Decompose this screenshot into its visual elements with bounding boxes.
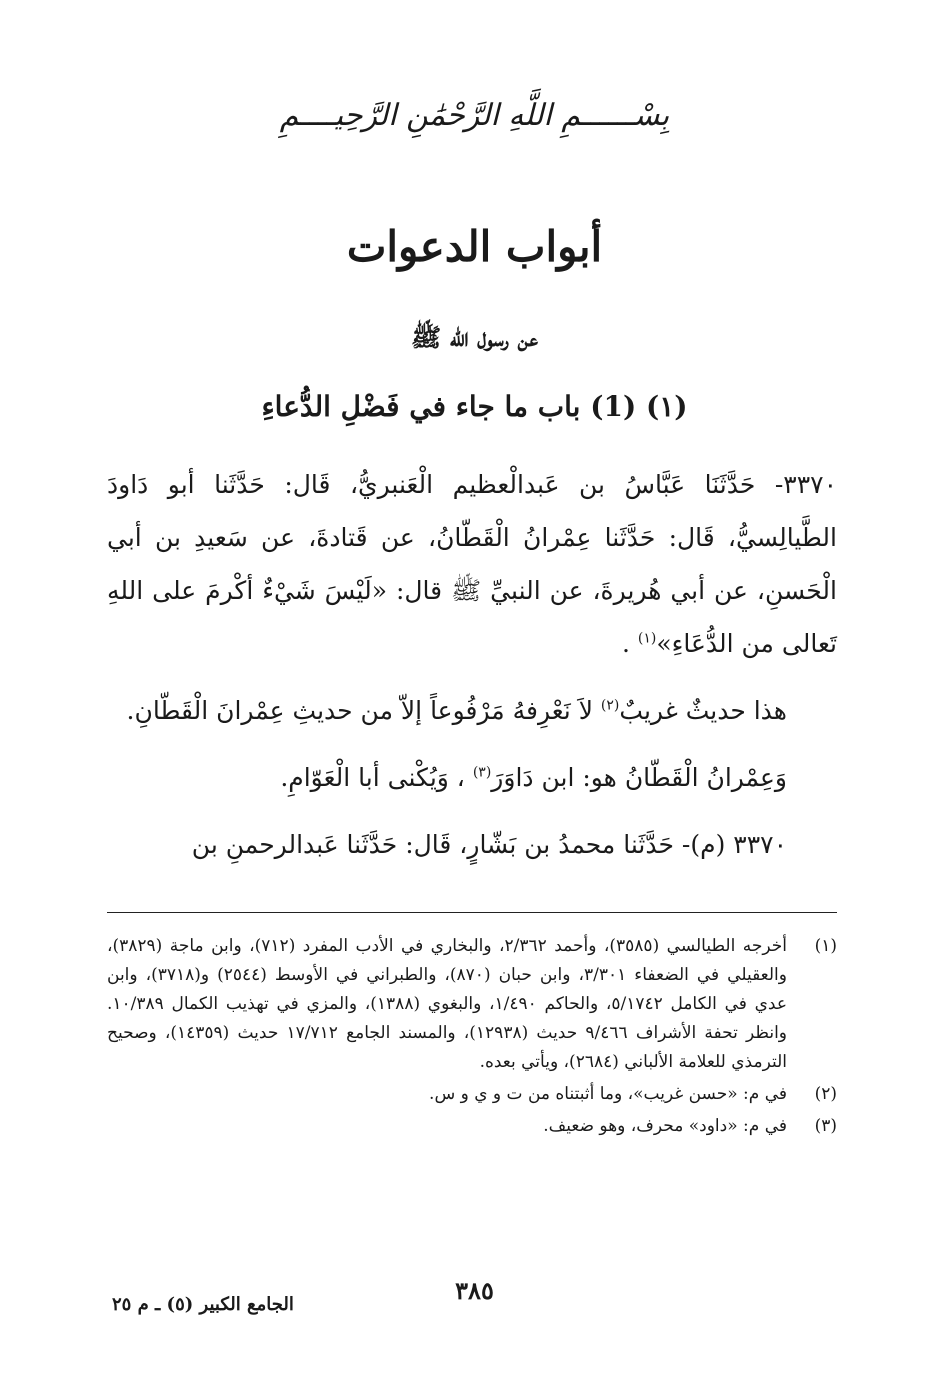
narrator-note-paragraph (107, 751, 837, 804)
footnote-number: (٣) (814, 1116, 837, 1136)
chapter-title: أبواب الدعوات (346, 222, 603, 271)
footnote-item (107, 1112, 837, 1141)
footnote-reference: (٣) (472, 764, 492, 781)
grading-paragraph (107, 684, 837, 737)
paragraph-text: هذا حديثٌ غريبٌ (619, 696, 787, 725)
section-heading: (١) (1) باب ما جاء في فَضْلِ الدُّعاءِ (261, 390, 688, 423)
hadith-paragraph (107, 458, 837, 670)
hadith-paragraph-continued (107, 818, 837, 871)
basmala: بِسْــــــمِ اللَّهِ الرَّحْمَٰنِ الرَّحِيــــمِ (279, 98, 670, 133)
footnote-text: في م: «حسن غريب»، وما أثبتناه من ت و ي و س. (429, 1084, 787, 1104)
footnote-divider (107, 912, 837, 913)
footnote-text: في م: «داود» محرف، وهو ضعيف. (543, 1116, 787, 1136)
footnote-reference: (١) (637, 630, 657, 647)
footnote-item (107, 932, 837, 1077)
paragraph-text: ٣٣٧٠ (م)- حَدَّثَنا محمدُ بن بَشّارٍ، قَال: حَدَّثَنا عَبدالرحمنِ بن (191, 830, 787, 859)
footnote-number: (٢) (814, 1084, 837, 1104)
footnote-text: أخرجه الطيالسي (٣٥٨٥)، وأحمد ٢/٣٦٢، والبخاري في الأدب المفرد (٧١٢)، وابن ماجة (٣٨٢٩)، والعقيلي في الضعفاء ٣/٣٠١، وابن حبان (٨٧٠)، والطبراني في الأوسط (٢٥٤٤) و(٣٧١٨)، وابن عدي في الكامل ٥/١٧٤٢، والحاكم ١/٤٩٠، والبغوي (١٣٨٨)، والمزي في تهذيب الكمال ١٠/٣٨٩. وانظر تحفة الأشراف ٩/٤٦٦ حديث (١٢٩٣٨)، والمسند الجامع ١٧/٧١٢ حديث (١٤٣٥٩)، وصحيح الترمذي للعلامة الألباني (٢٦٨٤)، ويأتي بعده. (107, 936, 788, 1072)
paragraph-tail: . (621, 629, 638, 658)
paragraph-tail: لاَ نَعْرِفهُ مَرْفُوعاً إلاّ من حديثِ عِمْرانَ الْقَطّانِ. (126, 696, 601, 725)
main-text (107, 458, 837, 871)
footnotes (107, 932, 837, 1144)
footnote-item (107, 1080, 837, 1109)
footnote-number: (١) (814, 936, 837, 956)
signature-mark: الجامع الكبير (٥) ـ م ٢٥ (112, 1294, 294, 1315)
chapter-subtitle: عن رسول الله ﷺ (410, 323, 538, 352)
page-number: ٣٨٥ (455, 1276, 494, 1305)
paragraph-tail: ، وَيُكْنى أبا الْعَوّامِ. (280, 763, 473, 792)
paragraph-text: ٣٣٧٠- حَدَّثَنَا عَبَّاسُ بن عَبدالْعظيم الْعَنبريُّ، قَال: حَدَّثَنا أبو دَاودَ الطَّيالِسيُّ، قَال: حَدَّثَنا عِمْرانُ الْقَطّانُ، عن قَتادةَ، عن سَعيدِ بن أبي الْحَسنِ، عن أبي هُريرةَ، عن النبيِّ ﷺ قال: «لَيْسَ شَيْءٌ أكْرمَ على اللهِ تَعالى من الدُّعَاءِ» (107, 470, 837, 658)
footnote-reference: (٢) (600, 697, 620, 714)
paragraph-text: وَعِمْرانُ الْقَطّانُ هو: ابن دَاوَرَ (491, 763, 787, 792)
